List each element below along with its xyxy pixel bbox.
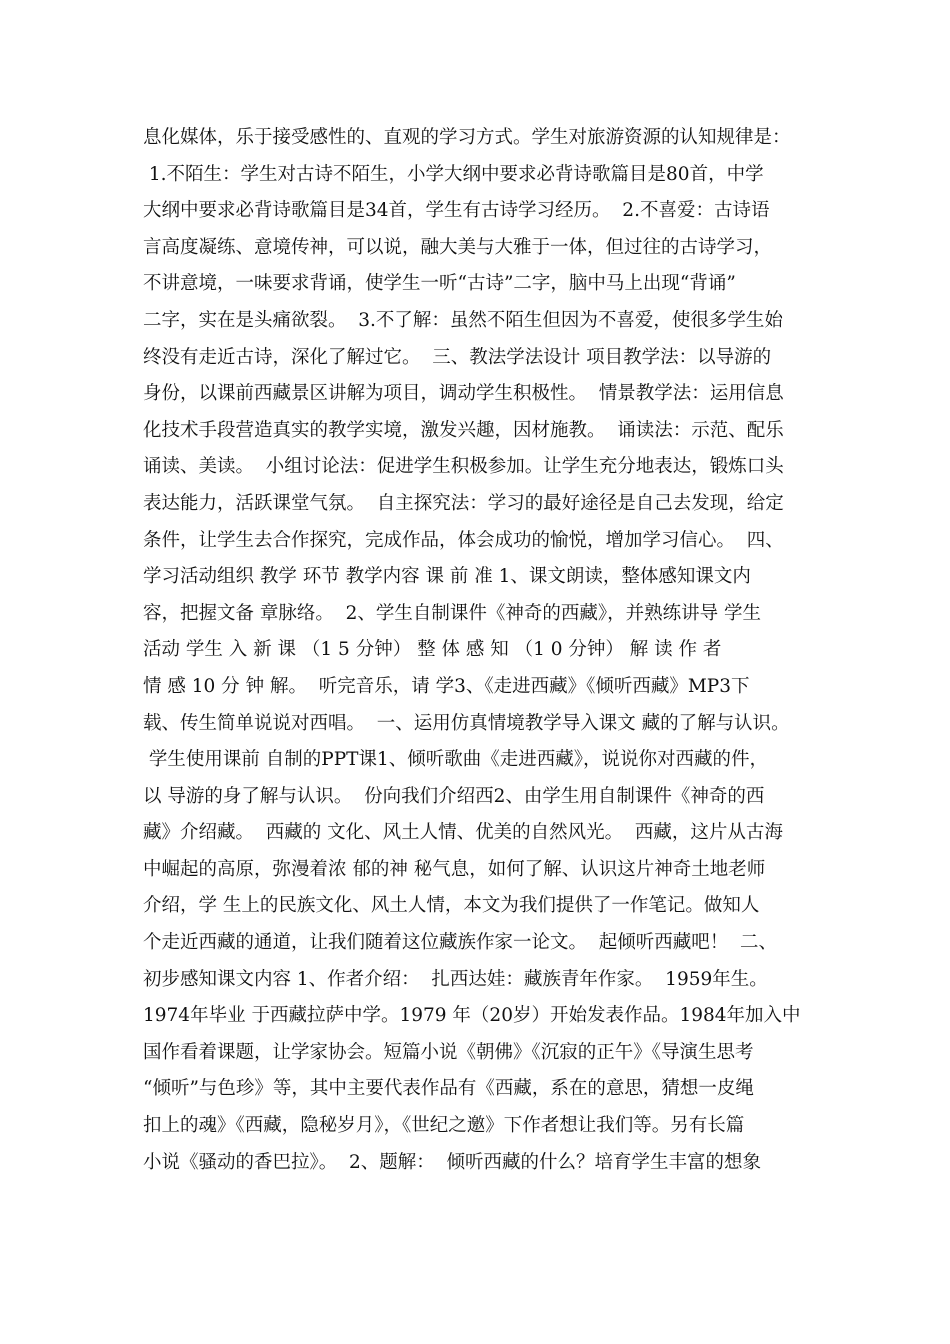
text-line: 载、传生简单说说对西唱。 一、运用仿真情境教学导入课文 藏的了解与认识。: [143, 712, 790, 734]
text-line: 不讲意境，一味要求背诵，使学生一听“古诗”二字，脑中马上出现“背诵”: [143, 273, 736, 295]
text-line: 二字，实在是头痛欲裂。 3.不了解：虽然不陌生但因为不喜爱，使很多学生始: [143, 309, 783, 331]
text-line: 藏》介绍藏。 西藏的 文化、风土人情、优美的自然风光。 西藏，这片从古海: [143, 822, 783, 844]
text-line: 扣上的魂》《西藏，隐秘岁月》，《世纪之邀》下作者想让我们等。另有长篇: [143, 1115, 745, 1137]
text-line: 息化媒体，乐于接受感性的、直观的学习方式。学生对旅游资源的认知规律是：: [143, 127, 791, 148]
body-text: [143, 120, 807, 1181]
text-line: 个走近西藏的通道，让我们随着这位藏族作家一论文。 起倾听西藏吧！ 二、: [143, 932, 778, 954]
text-line: 中崛起的高原，弥漫着浓 郁的神 秘气息，如何了解、认识这片神奇土地老师: [143, 858, 766, 880]
text-line: 条件，让学生去合作探究，完成作品，体会成功的愉悦，增加学习信心。 四、: [143, 529, 784, 551]
text-line: 活动 学生 入 新 课 （1 5 分钟） 整 体 感 知 （1 0 分钟） 解 读 作 者: [143, 639, 722, 661]
text-line: 学生使用课前 自制的PPT课1、倾听歌曲《走进西藏》，说说你对西藏的件，: [143, 749, 769, 771]
text-line: 小说《骚动的香巴拉》。 2、题解： 倾听西藏的什么？培育学生丰富的想象: [143, 1151, 762, 1173]
text-line: 1.不陌生：学生对古诗不陌生，小学大纲中要求必背诗歌篇目是80首，中学: [143, 163, 764, 185]
text-line: 表达能力，活跃课堂气氛。 自主探究法：学习的最好途径是自己去发现，给定: [143, 492, 784, 514]
text-line: 1974年毕业 于西藏拉萨中学。1979 年（20岁）开始发表作品。1984年加入中: [143, 1005, 801, 1027]
text-line: 化技术手段营造真实的教学实境，激发兴趣，因材施教。 诵读法：示范、配乐: [143, 419, 784, 441]
text-line: 学习活动组织 教学 环节 教学内容 课 前 准 1、课文朗读，整体感知课文内: [143, 566, 751, 588]
text-line: 身份，以课前西藏景区讲解为项目，调动学生积极性。 情景教学法：运用信息: [143, 383, 784, 405]
text-line: 国作看着课题，让学家协会。短篇小说《朝佛》《沉寂的正午》《导演生思考: [143, 1041, 754, 1063]
text-line: 以 导游的身了解与认识。 份向我们介绍西2、由学生用自制课件《神奇的西: [143, 785, 765, 807]
text-line: 诵读、美读。 小组讨论法：促进学生积极参加。让学生充分地表达，锻炼口头: [143, 456, 784, 478]
text-line: 大纲中要求必背诗歌篇目是34首，学生有古诗学习经历。 2.不喜爱：古诗语: [143, 200, 770, 222]
text-line: 终没有走近古诗，深化了解过它。 三、教法学法设计 项目教学法：以导游的: [143, 346, 772, 368]
text-line: 言高度凝练、意境传神，可以说，融大美与大雅于一体，但过往的古诗学习，: [143, 236, 773, 258]
text-line: 介绍，学 生上的民族文化、风土人情，本文为我们提供了一作笔记。做知人: [143, 895, 760, 917]
text-line: 情 感 10 分 钟 解。 听完音乐，请 学3、《走进西藏》《倾听西藏》MP3下: [143, 675, 750, 697]
text-line: 容，把握文备 章脉络。 2、学生自制课件《神奇的西藏》，并熟练讲导 学生: [143, 602, 762, 624]
text-line: 初步感知课文内容 1、作者介绍： 扎西达娃：藏族青年作家。 1959年生。: [143, 968, 768, 990]
text-line: “倾听”与色珍》等，其中主要代表作品有《西藏，系在的意思，猜想一皮绳: [143, 1078, 754, 1100]
